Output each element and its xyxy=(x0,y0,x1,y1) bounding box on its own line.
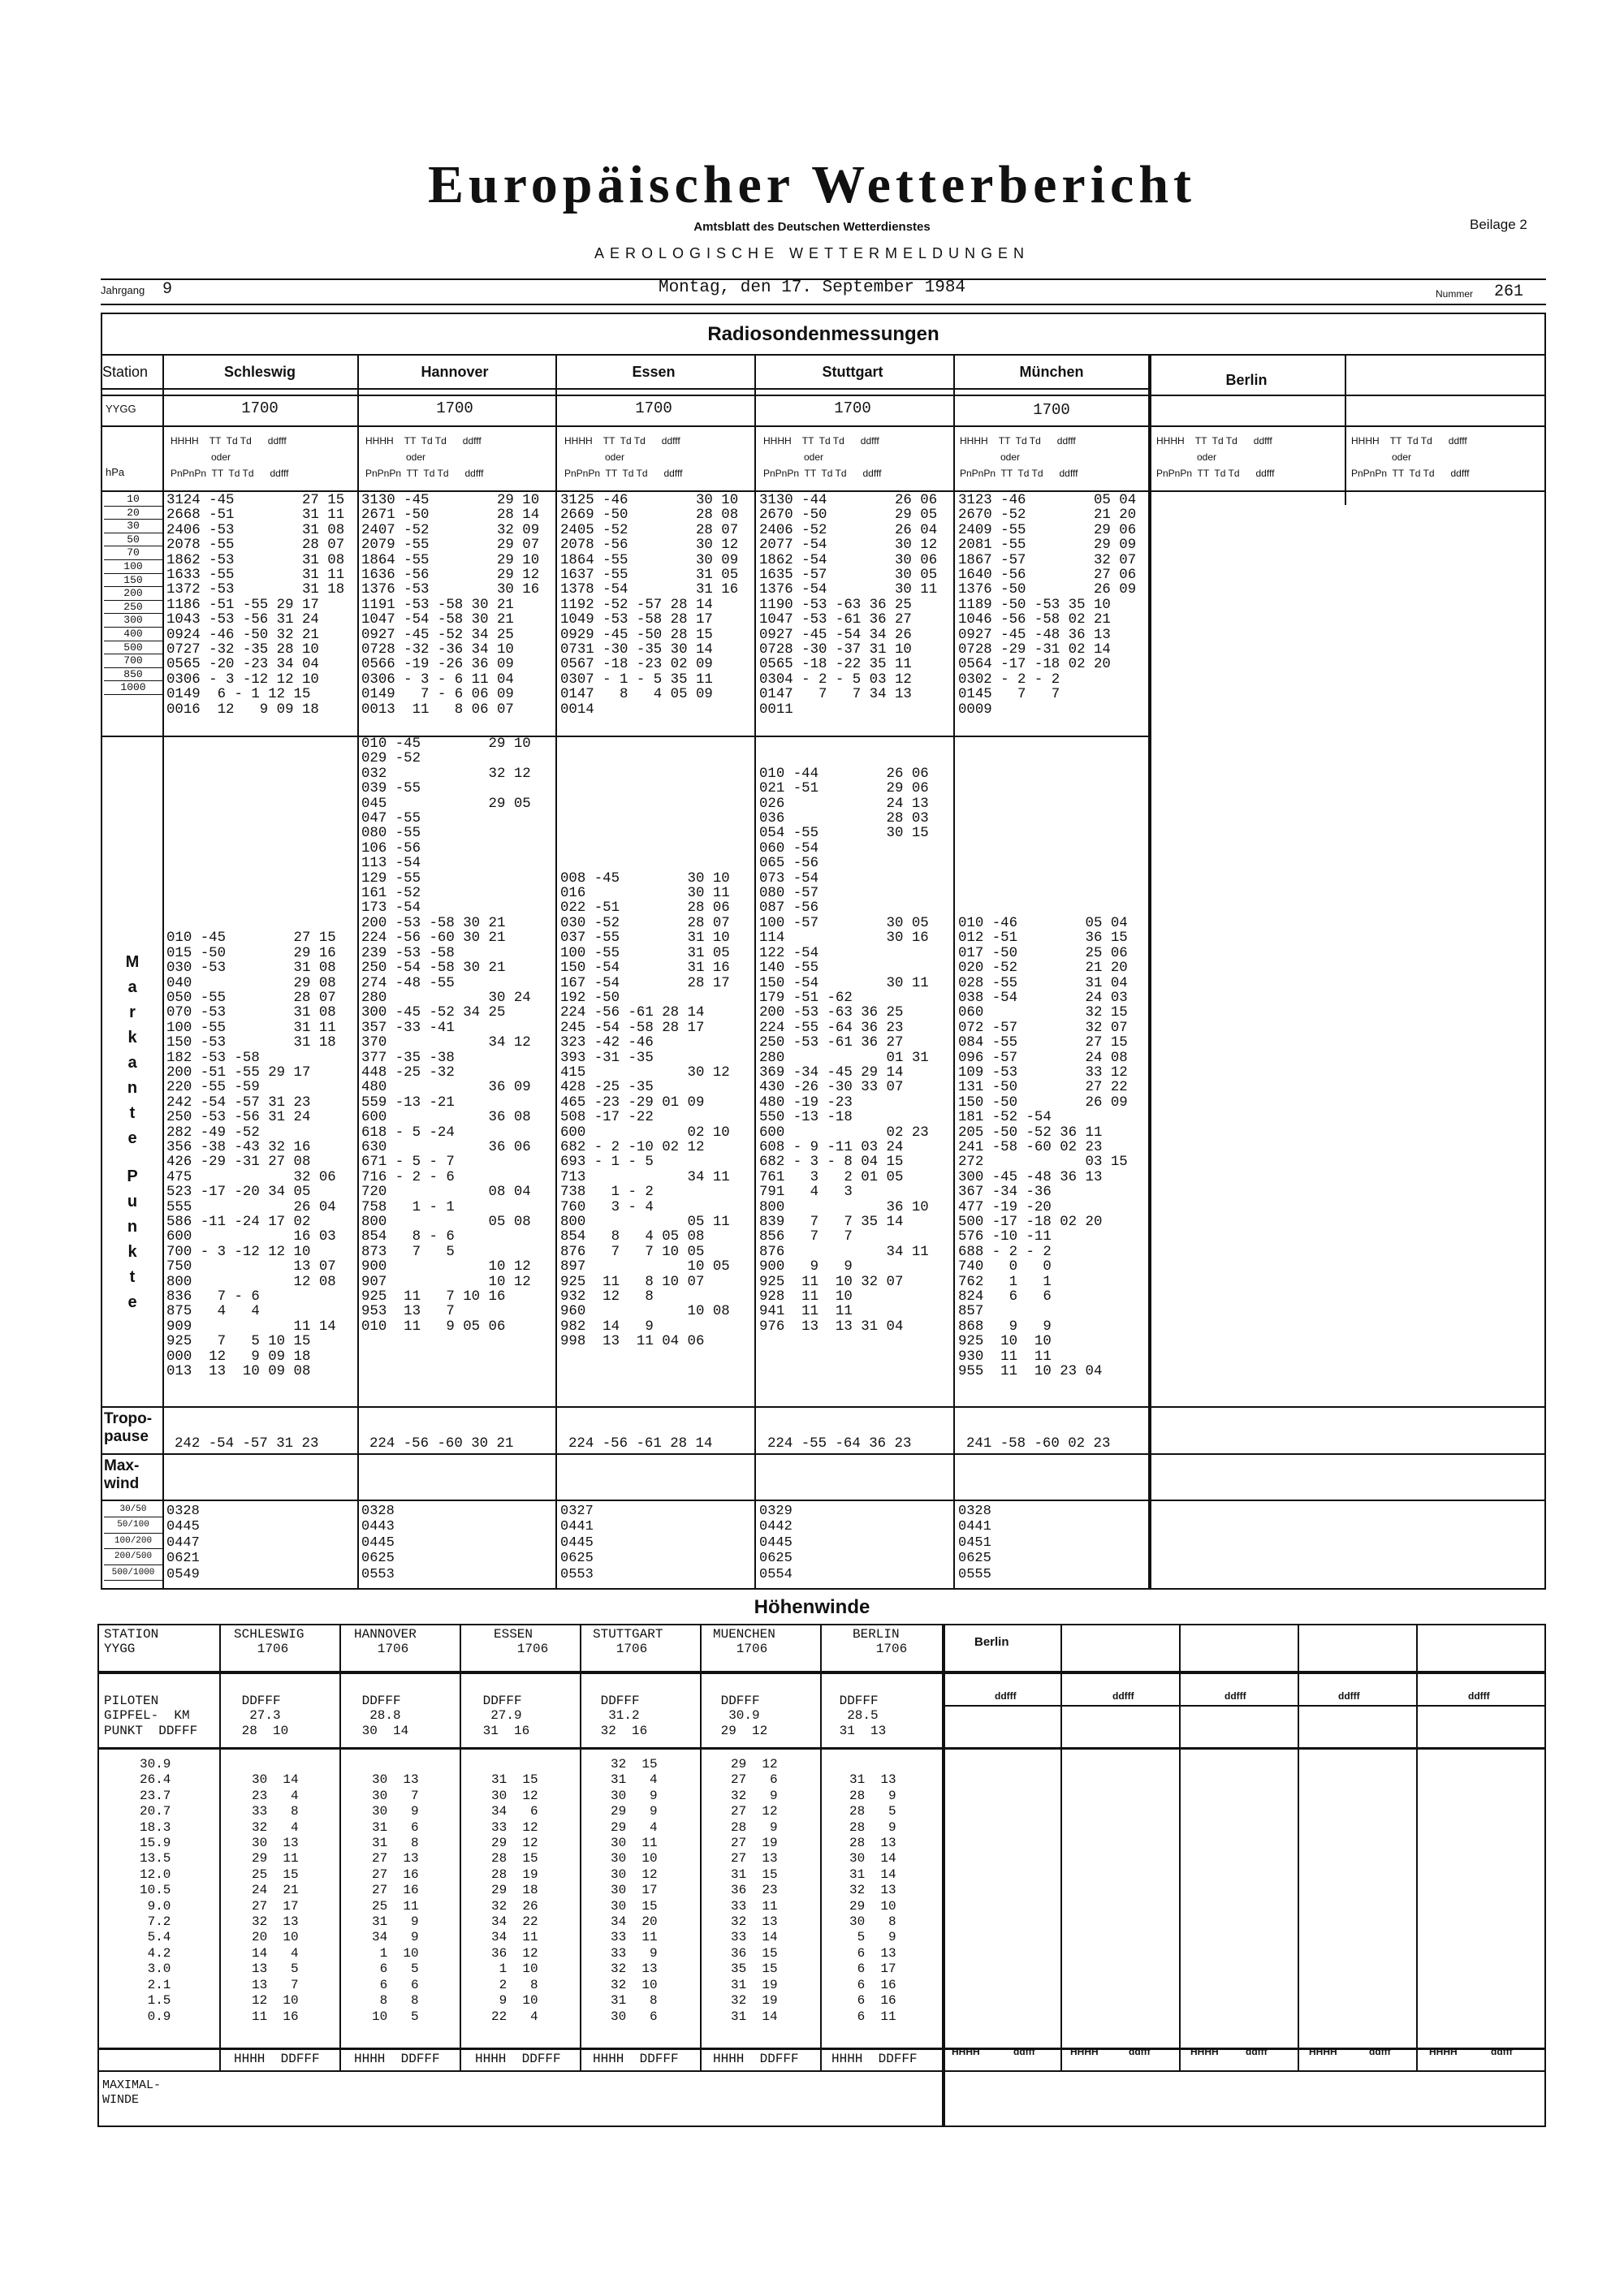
hw-piloten-stuttgart: DDFFF 31.2 32 16 xyxy=(600,1694,648,1738)
hw-ddfff: ddfff xyxy=(1013,2046,1035,2057)
hpa-level: 500 xyxy=(104,641,162,655)
col-hdr-bot-7: PnPnPn TT Td Td ddfff xyxy=(1351,468,1470,479)
rule xyxy=(1416,1624,1418,2070)
col-hdr-top-5: HHHH TT Td Td ddfff xyxy=(960,435,1076,447)
col-hdr-top-2: HHHH TT Td Td ddfff xyxy=(365,435,482,447)
hw-col-muenchen: 29 12 27 6 32 9 27 12 28 9 27 19 27 13 31 15 36 23 33 11 32 13 33 14 36 15 35 15 31 19 32 19 31 14 xyxy=(731,1757,778,2024)
rule xyxy=(953,354,955,1590)
rule xyxy=(97,1747,1546,1750)
rule xyxy=(357,354,359,1590)
hpa-level: 20 xyxy=(104,507,162,520)
col-hdr-bot-4: PnPnPn TT Td Td ddfff xyxy=(763,468,882,479)
col-hdr-mid-4: oder xyxy=(763,451,824,463)
markante-letter: e xyxy=(127,1129,137,1147)
col-hdr-mid-3: oder xyxy=(564,451,625,463)
hw-col-stuttgart: 32 15 31 4 30 9 29 9 29 4 30 11 30 10 30 12 30 17 30 15 34 20 33 11 33 9 32 13 32 10 31 8 30 6 xyxy=(611,1757,658,2024)
hw-piloten-berlin: DDFFF 28.5 31 13 xyxy=(839,1694,887,1738)
station-berlin: Berlin xyxy=(1225,372,1268,388)
hpa-level: 300 xyxy=(104,614,162,628)
hpa-levels xyxy=(104,493,162,695)
hw-hhhh: HHHH xyxy=(1190,2046,1219,2057)
header-rule-bottom xyxy=(101,304,1546,305)
hw-station-label: STATION YYGG xyxy=(104,1627,159,1657)
rule xyxy=(97,2070,1546,2072)
hw-piloten-muenchen: DDFFF 30.9 29 12 xyxy=(720,1694,768,1738)
rule xyxy=(101,1453,1546,1455)
hpa-level: 1000 xyxy=(104,681,162,695)
newspaper-title: Europäischer Wetterbericht xyxy=(427,155,1197,214)
thickness-label: 30/50 xyxy=(104,1502,162,1517)
hw-piloten-hannover: DDFFF 28.8 30 14 xyxy=(361,1694,409,1738)
rule xyxy=(700,1624,702,2070)
hw-ddfff: ddfff xyxy=(1338,1690,1360,1702)
jahrgang-value: 9 xyxy=(162,280,173,299)
hw-station-berlin: BERLIN 1706 xyxy=(853,1627,908,1657)
std-levels-schleswig: 3124 -45 27 15 2668 -51 31 11 2406 -53 31 08 2078 -55 28 07 1862 -53 31 08 1633 -55 31 11 1372 -53 31 18 1186 -51 -55 29 17 1043 -53 -56 31 24 0924 -46 -50 32 21 0727 -32 -35 28 10 0565 -20 -23 34 04 0306 - 3 -12 12 10 0149 6 - 1 12 15 0016 12 9 09 18 xyxy=(166,493,345,718)
tropo-hannover: 224 -56 -60 30 21 xyxy=(369,1436,514,1452)
hw-km-levels: 30.9 26.4 23.7 20.7 18.3 15.9 13.5 12.0 10.5 9.0 7.2 5.4 4.2 3.0 2.1 1.5 0.9 xyxy=(140,1757,171,2024)
thickness-labels xyxy=(104,1502,162,1581)
col-hdr-top-6: HHHH TT Td Td ddfff xyxy=(1156,435,1272,447)
rule xyxy=(460,1624,461,2070)
yygg-hannover: 1700 xyxy=(436,399,473,417)
markante-stuttgart: 010 -44 26 06 021 -51 29 06 026 24 13 036 28 03 054 -55 30 15 060 -54 065 -56 073 -54 080 -57 087 -56 100 -57 30 05 114 30 16 122 -54 140 -55 150 -54 30 11 179 -51 -62 200 -53 -63 36 25 224 -55 -64 36 23 250 -53 -61 36 27 280 01 31 369 -34 -45 29 14 430 -26 -30 33 07 480 -19 -23 550 -13 -18 600 02 23 608 - 9 -11 03 24 682 - 3 - 8 04 15 761 3 2 01 05 791 4 3 800 36 10 839 7 7 35 14 856 7 7 876 34 11 900 9 9 925 11 10 32 07 928 11 10 941 11 11 976 13 13 31 04 xyxy=(759,766,929,1335)
yygg-essen: 1700 xyxy=(635,399,672,417)
rule xyxy=(101,1500,1546,1501)
markante-letter: n xyxy=(127,1079,138,1097)
thickness-label: 200/500 xyxy=(104,1549,162,1564)
hpa-level: 250 xyxy=(104,601,162,615)
thickness-stuttgart: 0329 0442 0445 0625 0554 xyxy=(759,1504,793,1582)
thickness-essen: 0327 0441 0445 0625 0553 xyxy=(560,1504,594,1582)
markante-letter: u xyxy=(127,1193,138,1211)
hw-ddfff: ddfff xyxy=(1491,2046,1513,2057)
hpa-level: 30 xyxy=(104,520,162,533)
hw-hhhh-ddfff: HHHH DDFFF xyxy=(713,2052,799,2066)
hw-ddfff: ddfff xyxy=(1369,2046,1391,2057)
hw-maxwinde-label: MAXIMAL- WINDE xyxy=(102,2078,162,2108)
col-hdr-bot-3: PnPnPn TT Td Td ddfff xyxy=(564,468,683,479)
hw-hhhh-ddfff: HHHH DDFFF xyxy=(593,2052,679,2066)
std-levels-essen: 3125 -46 30 10 2669 -50 28 08 2405 -52 28 07 2078 -56 30 12 1864 -55 30 09 1637 -55 31 05 1378 -54 31 16 1192 -52 -57 28 14 1049 -53 -58 28 17 0929 -45 -50 28 15 0731 -30 -35 30 14 0567 -18 -23 02 09 0307 - 1 - 5 35 11 0147 8 4 05 09 0014 xyxy=(560,493,739,718)
hpa-level: 150 xyxy=(104,574,162,588)
markante-letter: t xyxy=(129,1268,136,1286)
rule xyxy=(101,395,1546,396)
hw-ddfff: ddfff xyxy=(1468,1690,1490,1702)
hw-hhhh-ddfff: HHHH DDFFF xyxy=(475,2052,561,2066)
col-hdr-bot-5: PnPnPn TT Td Td ddfff xyxy=(960,468,1078,479)
hw-hhhh-ddfff: HHHH DDFFF xyxy=(831,2052,918,2066)
tropo-stuttgart: 224 -55 -64 36 23 xyxy=(767,1436,912,1452)
tropo-muenchen: 241 -58 -60 02 23 xyxy=(966,1436,1111,1452)
thickness-label: 50/100 xyxy=(104,1517,162,1533)
jahrgang-label: Jahrgang xyxy=(101,284,145,296)
rule xyxy=(101,354,1546,356)
markante-label xyxy=(120,950,145,1315)
markante-letter: r xyxy=(129,1003,136,1021)
col-hdr-top-4: HHHH TT Td Td ddfff xyxy=(763,435,879,447)
tropo-schleswig: 242 -54 -57 31 23 xyxy=(175,1436,319,1452)
std-levels-muenchen: 3123 -46 05 04 2670 -52 21 20 2409 -55 29 06 2081 -55 29 09 1867 -57 32 07 1640 -56 27 06 1376 -50 26 09 1189 -50 -53 35 10 1046 -56 -58 02 21 0927 -45 -48 36 13 0728 -29 -31 02 14 0564 -17 -18 02 20 0302 - 2 - 2 0145 7 7 0009 xyxy=(958,493,1137,718)
markante-letter: k xyxy=(127,1243,137,1261)
hw-station-stuttgart: STUTTGART 1706 xyxy=(593,1627,663,1657)
hpa-level: 700 xyxy=(104,654,162,668)
hw-col-hannover: 30 13 30 7 30 9 31 6 31 8 27 13 27 16 27 16 25 11 31 9 34 9 1 10 6 5 6 6 8 8 10 5 xyxy=(372,1772,419,2024)
markante-muenchen: 010 -46 05 04 012 -51 36 15 017 -50 25 06 020 -52 21 20 028 -55 31 04 038 -54 24 03 060 32 15 072 -57 32 07 084 -55 27 15 096 -57 24 08 109 -53 33 12 131 -50 27 22 150 -50 26 09 181 -52 -54 205 -50 -52 36 11 241 -58 -60 02 23 272 03 15 300 -45 -48 36 13 367 -34 -36 477 -19 -20 500 -17 -18 02 20 576 -10 -11 688 - 2 - 2 740 0 0 762 1 1 824 6 6 857 868 9 9 925 10 10 930 11 11 955 11 10 23 04 xyxy=(958,915,1128,1380)
hw-station-hannover: HANNOVER 1706 xyxy=(354,1627,417,1657)
markante-letter: n xyxy=(127,1218,138,1236)
rule xyxy=(555,354,557,1590)
hw-col-schleswig: 30 14 23 4 33 8 32 4 30 13 29 11 25 15 24 21 27 17 32 13 20 10 14 4 13 5 13 7 12 10 11 16 xyxy=(252,1772,299,2024)
hw-col-essen: 31 15 30 12 34 6 33 12 29 12 28 15 28 19 29 18 32 26 34 22 34 11 36 12 1 10 2 8 9 10 22 4 xyxy=(491,1772,538,2024)
rule xyxy=(162,354,164,1590)
hw-hhhh: HHHH xyxy=(952,2046,980,2057)
hw-hhhh-ddfff: HHHH DDFFF xyxy=(354,2052,440,2066)
hw-ddfff: ddfff xyxy=(995,1690,1017,1702)
thickness-label: 100/200 xyxy=(104,1534,162,1549)
rule xyxy=(820,1624,822,2070)
hpa-level: 200 xyxy=(104,587,162,601)
issue-date: Montag, den 17. September 1984 xyxy=(658,278,966,297)
markante-letter: a xyxy=(127,978,137,996)
thickness-hannover: 0328 0443 0445 0625 0553 xyxy=(361,1504,395,1582)
hw-hhhh: HHHH xyxy=(1429,2046,1458,2057)
markante-letter: M xyxy=(125,953,140,971)
yygg-stuttgart: 1700 xyxy=(834,399,871,417)
radiosonde-heading: Radiosondenmessungen xyxy=(707,323,939,345)
yygg-label: YYGG xyxy=(106,403,136,415)
hpa-level: 100 xyxy=(104,560,162,574)
hoehenwinde-heading: Höhenwinde xyxy=(754,1596,870,1618)
rule xyxy=(101,425,1546,427)
rule xyxy=(219,1624,221,2070)
markante-letter: t xyxy=(129,1104,136,1122)
col-hdr-bot-6: PnPnPn TT Td Td ddfff xyxy=(1156,468,1275,479)
hw-berlin-label: Berlin xyxy=(974,1635,1009,1649)
rule xyxy=(97,1671,1546,1674)
markante-hannover: 010 -45 29 10 029 -52 032 32 12 039 -55 045 29 05 047 -55 080 -55 106 -56 113 -54 129 -55 161 -52 173 -54 200 -53 -58 30 21 224 -56 -60 30 21 239 -53 -58 250 -54 -58 30 21 274 -48 -55 280 30 24 300 -45 -52 34 25 357 -33 -41 370 34 12 377 -35 -38 448 -25 -32 480 36 09 559 -13 -21 600 36 08 618 - 5 -24 630 36 06 671 - 5 - 7 716 - 2 - 6 720 08 04 758 1 - 1 800 05 08 854 8 - 6 873 7 5 900 10 12 907 10 12 925 11 7 10 16 953 13 7 010 11 9 05 06 xyxy=(361,736,531,1335)
std-levels-stuttgart: 3130 -44 26 06 2670 -50 29 05 2406 -52 26 04 2077 -54 30 12 1862 -54 30 06 1635 -57 30 05 1376 -54 30 11 1190 -53 -63 36 25 1047 -53 -61 36 27 0927 -45 -54 34 26 0728 -30 -37 31 10 0565 -18 -22 35 11 0304 - 2 - 5 03 12 0147 7 7 34 13 0011 xyxy=(759,493,938,718)
hpa-level: 850 xyxy=(104,668,162,682)
col-hdr-mid-7: oder xyxy=(1351,451,1412,463)
col-hdr-top-3: HHHH TT Td Td ddfff xyxy=(564,435,680,447)
markante-essen: 008 -45 30 10 016 30 11 022 -51 28 06 030 -52 28 07 037 -55 31 10 100 -55 31 05 150 -54 31 16 167 -54 28 17 192 -50 224 -56 -61 28 14 245 -54 -58 28 17 323 -42 -46 393 -31 -35 415 30 12 428 -25 -35 465 -23 -29 01 09 508 -17 -22 600 02 10 682 - 2 -10 02 12 693 - 1 - 5 713 34 11 738 1 - 2 760 3 - 4 800 05 11 854 8 4 05 08 876 7 7 10 05 897 10 05 925 11 8 10 07 932 12 8 960 10 08 982 14 9 998 13 11 04 06 xyxy=(560,870,730,1350)
markante-letter: k xyxy=(127,1029,137,1047)
yygg-schleswig: 1700 xyxy=(241,399,279,417)
markante-letter: e xyxy=(127,1293,137,1311)
hw-ddfff: ddfff xyxy=(1129,2046,1151,2057)
hpa-label: hPa xyxy=(106,466,125,478)
rule xyxy=(101,490,1546,492)
beilage: Beilage 2 xyxy=(1470,217,1527,232)
yygg-muenchen: 1700 xyxy=(1033,401,1070,419)
hw-piloten-label: PILOTEN GIPFEL- KM PUNKT DDFFF xyxy=(104,1694,198,1738)
hw-piloten-schleswig: DDFFF 27.3 28 10 xyxy=(241,1694,289,1738)
hw-piloten-essen: DDFFF 27.9 31 16 xyxy=(482,1694,530,1738)
rule xyxy=(942,1705,1546,1707)
rule xyxy=(1060,1624,1062,2070)
station-muenchen: München xyxy=(1019,364,1084,380)
rule xyxy=(942,1624,945,2127)
station-essen: Essen xyxy=(632,364,676,380)
markante-letter: a xyxy=(127,1054,137,1072)
col-hdr-mid-2: oder xyxy=(365,451,426,463)
hpa-level: 50 xyxy=(104,533,162,547)
rule xyxy=(754,354,756,1590)
subtitle: Amtsblatt des Deutschen Wetterdienstes xyxy=(693,220,931,234)
station-label: Station xyxy=(102,364,149,380)
hw-station-schleswig: SCHLESWIG 1706 xyxy=(234,1627,304,1657)
nummer-value: 261 xyxy=(1494,283,1524,301)
rule xyxy=(580,1624,581,2070)
col-hdr-bot-2: PnPnPn TT Td Td ddfff xyxy=(365,468,484,479)
rule xyxy=(1148,354,1151,1590)
rule xyxy=(339,1624,341,2070)
rule xyxy=(1345,354,1346,505)
thickness-muenchen: 0328 0441 0451 0625 0555 xyxy=(958,1504,991,1582)
station-hannover: Hannover xyxy=(421,364,489,380)
section-title: AEROLOGISCHE WETTERMELDUNGEN xyxy=(594,245,1030,261)
thickness-schleswig: 0328 0445 0447 0621 0549 xyxy=(166,1504,200,1582)
hw-station-essen: ESSEN 1706 xyxy=(494,1627,549,1657)
hw-hhhh: HHHH xyxy=(1070,2046,1099,2057)
markante-schleswig: 010 -45 27 15 015 -50 29 16 030 -53 31 08 040 29 08 050 -55 28 07 070 -53 31 08 100 -55 31 11 150 -53 31 18 182 -53 -58 200 -51 -55 29 17 220 -55 -59 242 -54 -57 31 23 250 -53 -56 31 24 282 -49 -52 356 -38 -43 32 16 426 -29 -31 27 08 475 32 06 523 -17 -20 34 05 555 26 04 586 -11 -24 17 02 600 16 03 700 - 3 -12 12 10 750 13 07 800 12 08 836 7 - 6 875 4 4 909 11 14 925 7 5 10 15 000 12 9 09 18 013 13 10 09 08 xyxy=(166,930,336,1380)
station-schleswig: Schleswig xyxy=(223,364,296,380)
rule xyxy=(101,388,1148,390)
rule xyxy=(1298,1624,1299,2070)
col-hdr-top-7: HHHH TT Td Td ddfff xyxy=(1351,435,1467,447)
rule xyxy=(101,1406,1546,1408)
std-levels-hannover: 3130 -45 29 10 2671 -50 28 14 2407 -52 32 09 2079 -55 29 07 1864 -55 29 10 1636 -56 29 12 1376 -53 30 16 1191 -53 -58 30 21 1047 -54 -58 30 21 0927 -45 -52 34 25 0728 -32 -36 34 10 0566 -19 -26 36 09 0306 - 3 - 6 11 04 0149 7 - 6 06 09 0013 11 8 06 07 xyxy=(361,493,540,718)
hw-station-muenchen: MUENCHEN 1706 xyxy=(713,1627,775,1657)
hw-hhhh-ddfff: HHHH DDFFF xyxy=(234,2052,320,2066)
hw-ddfff: ddfff xyxy=(1224,1690,1246,1702)
hw-ddfff: ddfff xyxy=(1112,1690,1134,1702)
col-hdr-bot-1: PnPnPn TT Td Td ddfff xyxy=(171,468,289,479)
hpa-level: 10 xyxy=(104,493,162,507)
hpa-level: 400 xyxy=(104,628,162,641)
thickness-label: 500/1000 xyxy=(104,1565,162,1581)
nummer-label: Nummer xyxy=(1436,288,1474,300)
col-hdr-top-1: HHHH TT Td Td ddfff xyxy=(171,435,287,447)
station-stuttgart: Stuttgart xyxy=(822,364,883,380)
col-hdr-mid-5: oder xyxy=(960,451,1021,463)
tropo-label: Tropo-pause xyxy=(104,1410,153,1445)
markante-letter xyxy=(120,1151,145,1164)
markante-letter: P xyxy=(127,1167,138,1185)
hw-ddfff: ddfff xyxy=(1246,2046,1268,2057)
maxwind-label: Max-wind xyxy=(104,1457,140,1492)
hw-hhhh: HHHH xyxy=(1309,2046,1337,2057)
col-hdr-mid-6: oder xyxy=(1156,451,1217,463)
rule xyxy=(1179,1624,1181,2070)
tropo-essen: 224 -56 -61 28 14 xyxy=(568,1436,713,1452)
col-hdr-mid-1: oder xyxy=(171,451,231,463)
hw-col-berlin: 31 13 28 9 28 5 28 9 28 13 30 14 31 14 32 13 29 10 30 8 5 9 6 13 6 17 6 16 6 16 6 11 xyxy=(849,1772,896,2024)
hpa-level: 70 xyxy=(104,546,162,560)
